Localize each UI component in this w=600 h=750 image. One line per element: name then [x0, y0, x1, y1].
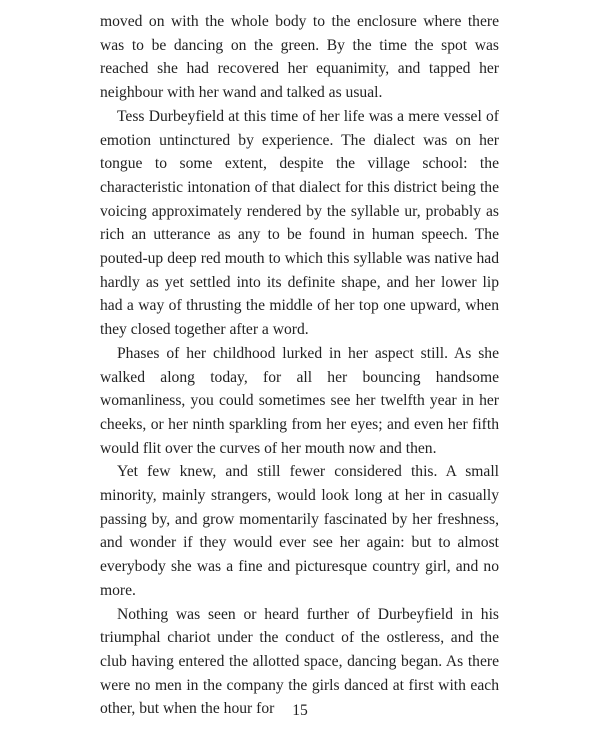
paragraph-3: Phases of her childhood lurked in her aspect still. As she walked along today, for all her bouncing handsome womanliness, you could sometimes see her twelfth year in her cheeks, or her ninth sparkling from her eyes; and even her fifth would flit over the curves of her mouth now and then.	[100, 344, 499, 457]
page-number: 15	[292, 702, 308, 719]
paragraph-5: Nothing was seen or heard further of Durbeyfield in his triumphal chariot under the conduct of the ostleress, and the club having entered the allotted space, dancing began. As there were no men in the company the girls danced at first with each other, but when the hour for	[100, 605, 499, 718]
page-body	[100, 10, 499, 721]
paragraph-2: Tess Durbeyfield at this time of her life was a mere vessel of emotion untinctured by experience. The dialect was on her tongue to some extent, despite the village school: the characteristic intonation of that dialect for this district being the voicing approximately rendered by the syllable ur, probably as rich an utterance as any to be found in human speech. The pouted-up deep red mouth to which this syllable was native had hardly as yet settled into its definite shape, and her lower lip had a way of thrusting the middle of her top one upward, when they closed together after a word.	[100, 107, 499, 339]
paragraph-4: Yet few knew, and still fewer considered this. A small minority, mainly strangers, would look long at her in casually passing by, and grow momentarily fascinated by her freshness, and wonder if they would ever see her again: but to almost everybody she was a fine and picturesque country girl, and no more.	[100, 463, 499, 599]
paragraph-1: moved on with the whole body to the enclosure where there was to be dancing on the green. By the time the spot was reached she had recovered her equanimity, and tapped her neighbour with her wand and talked as usual.	[100, 13, 499, 102]
